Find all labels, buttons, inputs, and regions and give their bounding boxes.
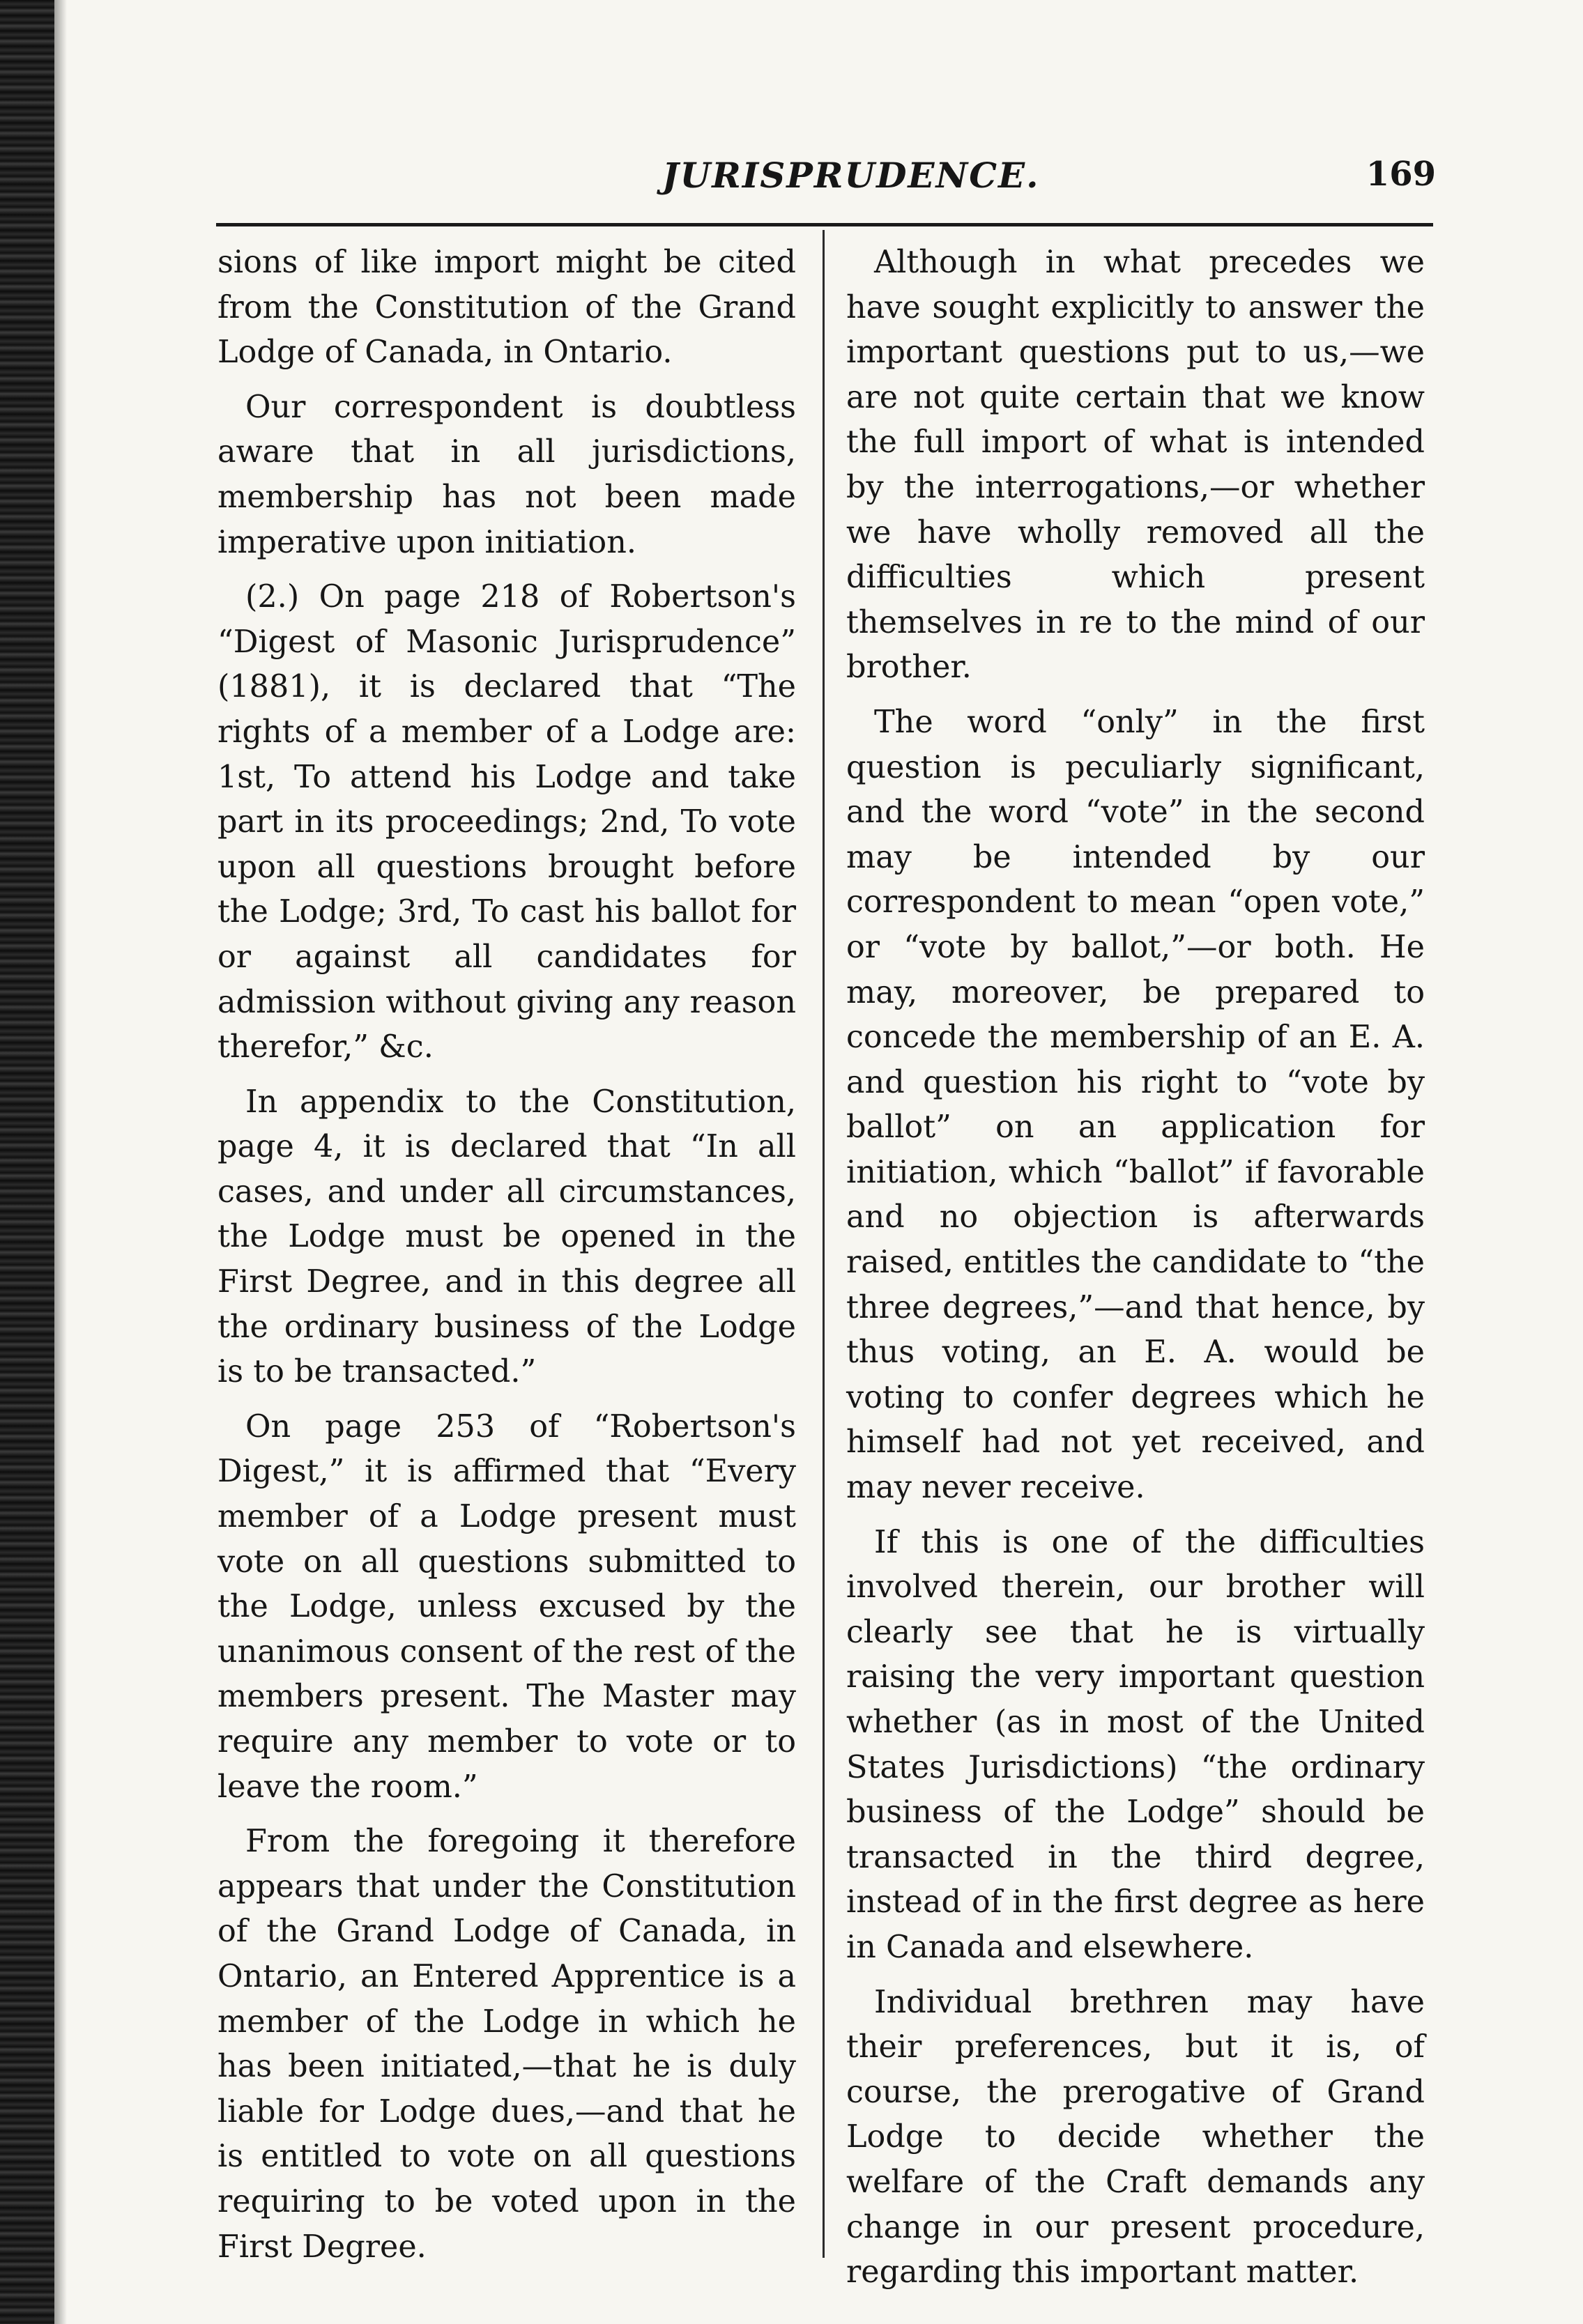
paragraph: If this is one of the difficulties involved therein, our brother will clearly see that he is virtually raising the very important question whether (as in most of the United States Jurisdictions) “the ordinary business of the Lodge” should be transacted in the third degree, instead of in the first degree as here in Canada and elsewhere. bbox=[846, 1524, 1425, 1965]
paragraph: Individual brethren may have their preferences, but it is, of course, the prerogative of Grand Lodge to decide whether the welfare of the Craft demands any change in our present procedure, regarding this important matter. bbox=[846, 1984, 1425, 2291]
right-column bbox=[846, 240, 1425, 2295]
page-header bbox=[265, 155, 1450, 203]
paragraph: In appendix to the Constitution, page 4, it is declared that “In all cases, and under all circumstances, the Lodge must be opened in the First Degree, and in this degree all the ordinary business of the Lodge is to be transacted.” bbox=[217, 1084, 796, 1390]
scan-binding-edge bbox=[0, 0, 54, 2324]
paragraph: Although in what precedes we have sought explicitly to answer the important questions put to us,—we are not quite certain that we know the full import of what is intended by the interrogations,—or whether we have wholly removed all the difficulties which present themselves in re to the mind of our brother. bbox=[846, 245, 1425, 686]
left-column bbox=[217, 240, 796, 2270]
paragraph: From the foregoing it therefore appears that under the Constitution of the Grand Lodge of Canada, in Ontario, an Entered Apprentice is a member of the Lodge in which he has been initiated,—that he is duly liable for Lodge dues,—and that he is entitled to vote on all questions requiring to be voted upon in the First Degree. bbox=[217, 1824, 796, 2265]
running-head: JURISPRUDENCE. bbox=[662, 155, 1040, 196]
paragraph: On page 253 of “Robertson's Digest,” it is affirmed that “Every member of a Lodge present must vote on all questions submitted to the Lodge, unless excused by the unanimous consent of the rest of the members present. The Master may require any member to vote or to leave the room.” bbox=[217, 1408, 796, 1805]
paragraph: The word “only” in the first question is peculiarly significant, and the word “vote” in the second may be intended by our correspondent to mean “open vote,” or “vote by ballot,”—or both. He may, moreover, be prepared to concede the membership of an E. A. and question his right to “vote by ballot” on an application for initiation, which “ballot” if favorable and no objection is afterwards raised, entitles the candidate to “the three degrees,”—and that hence, by thus voting, an E. A. would be voting to confer degrees which he himself had not yet received, and may never receive. bbox=[846, 704, 1425, 1506]
page-number: 169 bbox=[1366, 155, 1436, 194]
paragraph: Our correspondent is doubtless aware that in all jurisdictions, membership has not been made imperative upon initiation. bbox=[217, 389, 796, 560]
paragraph: (2.) On page 218 of Robertson's “Digest of Masonic Jurisprudence” (1881), it is declared that “The rights of a member of a Lodge are: 1st, To attend his Lodge and take part in its proceedings; 2nd, To vote upon all questions brought before the Lodge; 3rd, To cast his ballot for or against all candidates for admission without giving any reason therefor,” &c. bbox=[217, 579, 796, 1065]
column-divider bbox=[823, 230, 825, 2258]
header-rule bbox=[216, 223, 1433, 226]
paragraph: sions of like import might be cited from the Constitution of the Grand Lodge of Canada, in Ontario. bbox=[217, 245, 796, 371]
